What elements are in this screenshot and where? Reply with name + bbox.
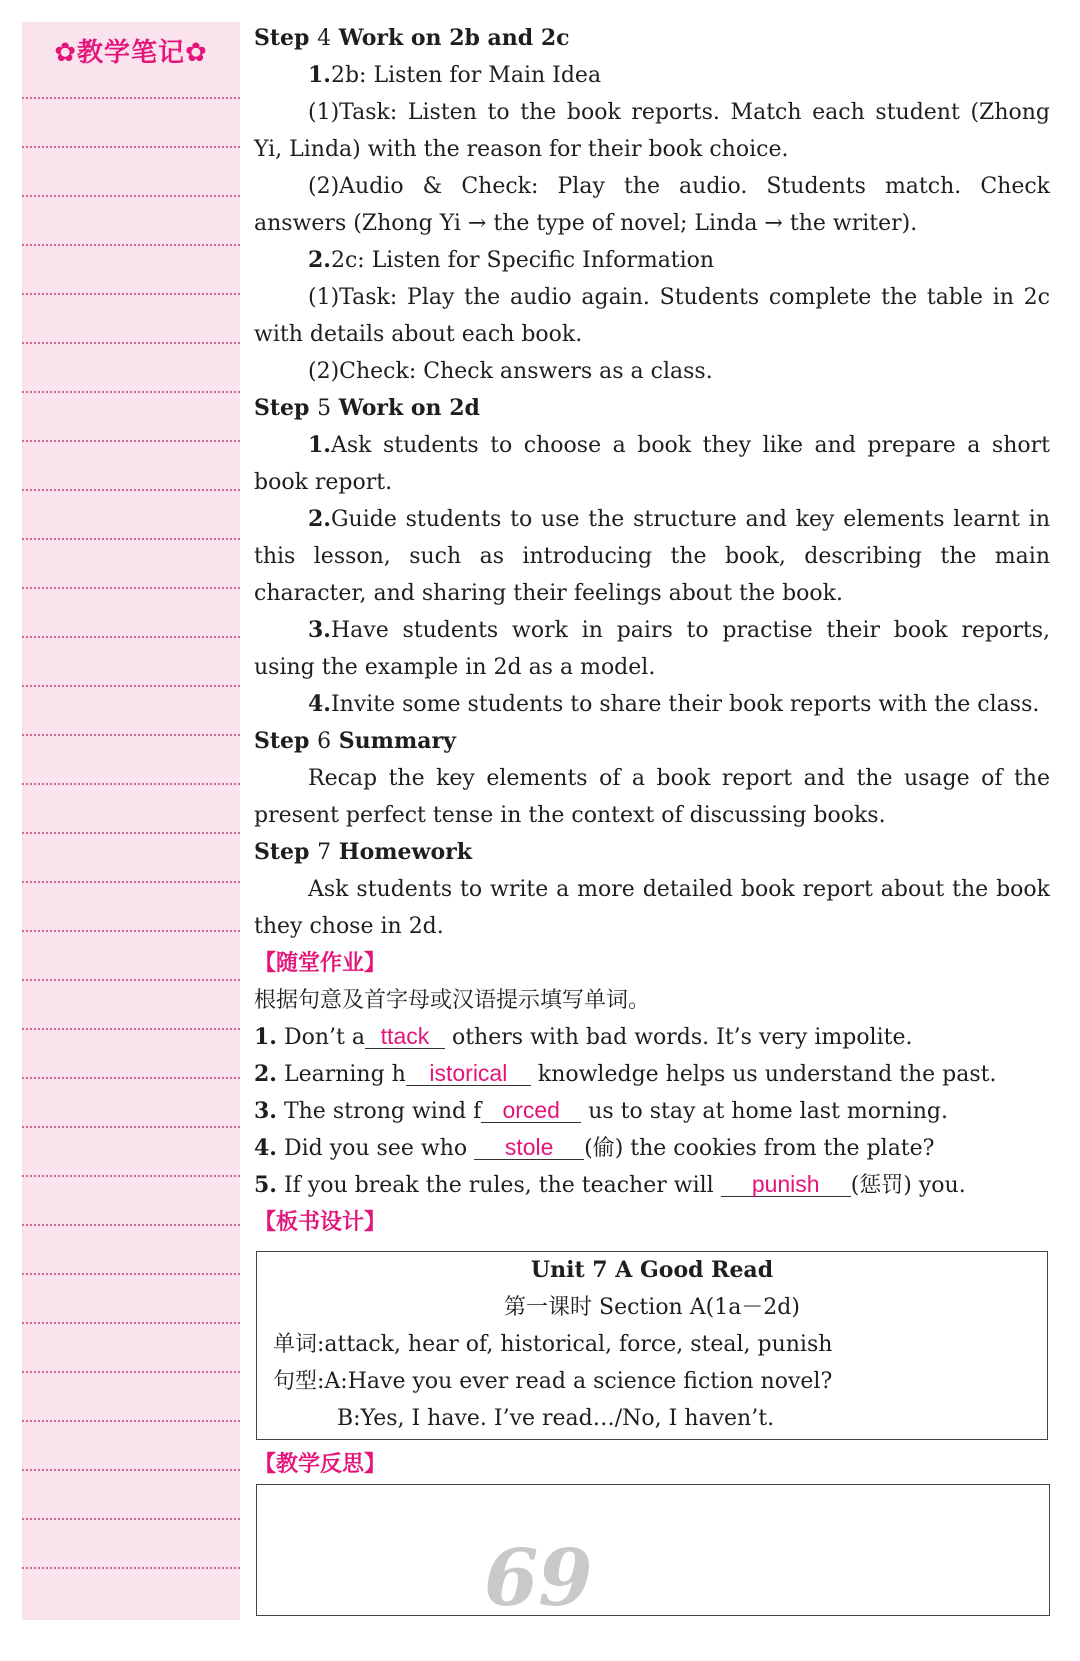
note-line	[22, 342, 240, 344]
answer-blank: ttack	[365, 1024, 445, 1049]
note-line	[22, 1175, 240, 1177]
step-5-item: 2.Guide students to use the structure and key elements learnt in this lesson, such as introducing the book, describing the main character, and sharing their feelings about the book.	[254, 506, 1050, 606]
answer-blank: istorical	[406, 1061, 531, 1086]
step-6-heading: Step 6 Summary	[254, 728, 456, 754]
note-line	[22, 1273, 240, 1275]
step-5-item: 3.Have students work in pairs to practise their book reports, using the example in 2d as a model.	[254, 617, 1050, 680]
note-line	[22, 881, 240, 883]
step-4-item-1: 1.2b: Listen for Main Idea	[308, 62, 602, 88]
note-line	[22, 587, 240, 589]
homework-heading: 【随堂作业】	[254, 951, 387, 976]
step-4-item-1b: (2)Audio & Check: Play the audio. Students match. Check answers (Zhong Yi → the type of novel; Linda → the writer).	[254, 174, 1050, 236]
note-line	[22, 930, 240, 932]
board-heading: 【板书设计】	[254, 1210, 387, 1235]
note-line	[22, 979, 240, 981]
exercise-item: 4. Did you see who stole (偷) the cookies from the plate?	[254, 1134, 935, 1161]
note-line	[22, 440, 240, 442]
notes-sidebar	[22, 22, 240, 1620]
note-line	[22, 1126, 240, 1128]
note-line	[22, 489, 240, 491]
answer-blank: orced	[481, 1098, 581, 1123]
note-line	[22, 1420, 240, 1422]
step-6-text: Recap the key elements of a book report and the usage of the present perfect tense in the context of discussing books.	[254, 766, 1050, 828]
note-line	[22, 244, 240, 246]
note-line	[22, 391, 240, 393]
step-5-item: 4.Invite some students to share their book reports with the class.	[308, 691, 1040, 717]
board-design-box	[256, 1251, 1048, 1440]
note-line	[22, 783, 240, 785]
homework-instruction: 根据句意及首字母或汉语提示填写单词。	[254, 988, 651, 1013]
step-4-item-2: 2.2c: Listen for Specific Information	[308, 247, 715, 273]
step-7-heading: Step 7 Homework	[254, 839, 472, 865]
step-4-item-2b: (2)Check: Check answers as a class.	[308, 359, 713, 384]
note-line	[22, 1469, 240, 1471]
reflection-heading: 【教学反思】	[254, 1452, 387, 1477]
exercise-item: 1. Don’t a ttack others with bad words. It’s very impolite.	[254, 1023, 913, 1050]
note-line	[22, 1224, 240, 1226]
board-lesson: 第一课时 Section A(1a－2d)	[504, 1295, 800, 1320]
step-5-heading: Step 5 Work on 2d	[254, 395, 480, 421]
board-unit-title: Unit 7 A Good Read	[530, 1257, 774, 1283]
step-4-heading: Step 4 Work on 2b and 2c	[254, 25, 570, 51]
board-pattern-a: 句型:A:Have you ever read a science fiction novel?	[273, 1369, 833, 1394]
note-line	[22, 146, 240, 148]
step-5-item: 1.Ask students to choose a book they like and prepare a short book report.	[254, 432, 1050, 495]
reflection-box	[256, 1484, 1050, 1616]
step-4-item-2a: (1)Task: Play the audio again. Students complete the table in 2c with details about each book.	[254, 285, 1050, 347]
note-line	[22, 1371, 240, 1373]
exercise-item: 3. The strong wind f orced us to stay at home last morning.	[254, 1097, 949, 1124]
exercise-item: 5. If you break the rules, the teacher will punish (惩罚) you.	[254, 1171, 966, 1198]
note-line	[22, 1518, 240, 1520]
note-line	[22, 685, 240, 687]
lesson-content	[254, 20, 1050, 1483]
note-line	[22, 1077, 240, 1079]
page-number: 69	[484, 1533, 593, 1624]
answer-blank: stole	[474, 1135, 584, 1160]
answer-blank: punish	[721, 1172, 851, 1197]
note-line	[22, 293, 240, 295]
exercise-item: 2. Learning h istorical knowledge helps us understand the past.	[254, 1060, 997, 1087]
board-pattern-b: B:Yes, I have. I’ve read…/No, I haven’t.	[337, 1406, 775, 1431]
board-words: 单词:attack, hear of, historical, force, steal, punish	[273, 1332, 833, 1357]
sidebar-title: ✿教学笔记✿	[54, 38, 208, 68]
note-line	[22, 538, 240, 540]
note-line	[22, 1567, 240, 1569]
note-line	[22, 1322, 240, 1324]
step-4-item-1a: (1)Task: Listen to the book reports. Match each student (Zhong Yi, Linda) with the reason for their book choice.	[254, 100, 1050, 162]
step-7-text: Ask students to write a more detailed book report about the book they chose in 2d.	[254, 877, 1050, 939]
note-line	[22, 97, 240, 99]
note-line	[22, 195, 240, 197]
note-line	[22, 734, 240, 736]
note-line	[22, 636, 240, 638]
note-line	[22, 832, 240, 834]
note-line	[22, 1028, 240, 1030]
